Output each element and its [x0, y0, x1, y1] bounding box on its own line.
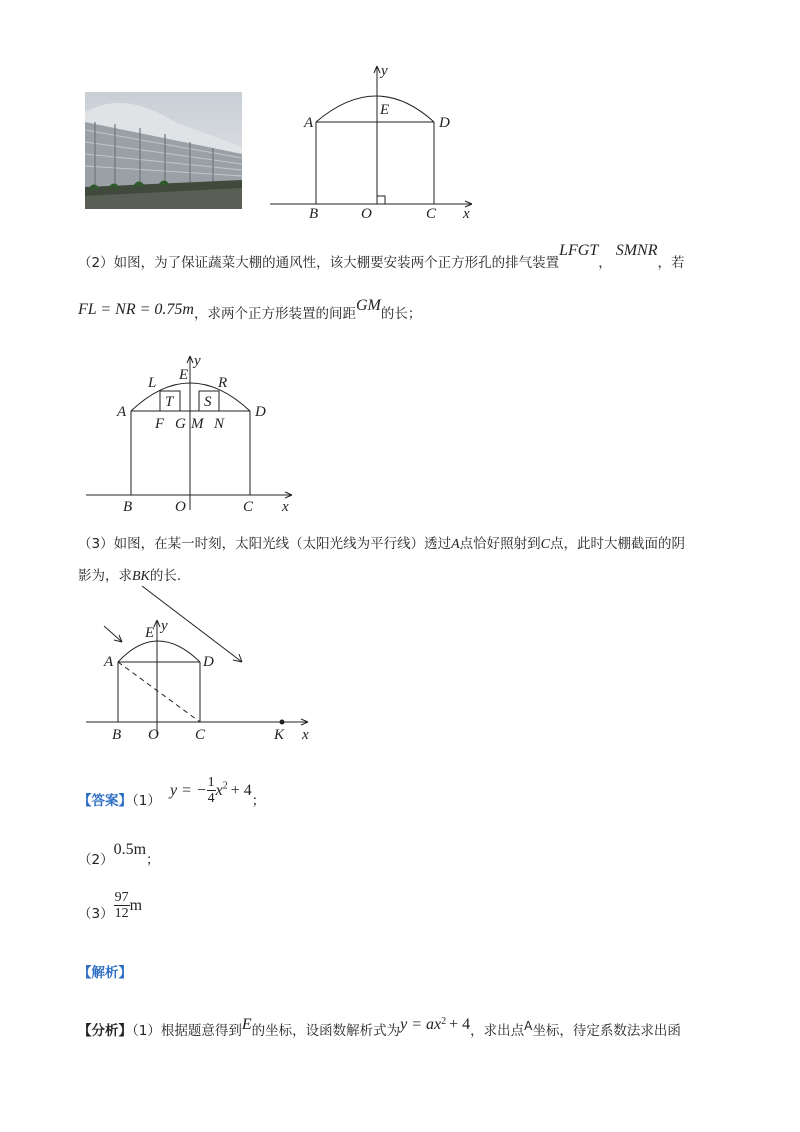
answer1-x: x	[215, 782, 223, 799]
part2-end: 的长；	[380, 306, 422, 322]
answer1-constant: + 4	[230, 782, 252, 799]
analysis-t4: 坐标，待定系数法求出函	[532, 1023, 681, 1039]
figure-2	[82, 350, 298, 518]
label-B: B	[309, 206, 319, 222]
answer-line1	[78, 775, 266, 809]
answer3-denominator: 12	[114, 906, 129, 921]
analysis-formula-exponent: 2	[441, 1015, 447, 1027]
part3-line1c: 点，此时大棚截面的阴	[550, 536, 685, 552]
segment-BK: BK	[132, 569, 150, 584]
label-E: E	[179, 367, 189, 383]
answer-line3	[78, 890, 142, 921]
answer-part1-label: （1）	[132, 793, 161, 809]
analysis-point-E: E	[241, 1016, 252, 1033]
parabola-arc	[316, 96, 434, 122]
answer3-fraction	[114, 890, 130, 921]
label-O: O	[148, 727, 159, 743]
answer1-numerator: 1	[207, 775, 215, 790]
answer1-denominator: 4	[207, 791, 215, 806]
segment-GM: GM	[355, 297, 381, 314]
label-G: G	[175, 416, 186, 432]
answer-label: 【答案】	[78, 793, 132, 809]
part2-prefix: （2）如图，为了保证蔬菜大棚的通风性，该大棚要安装两个正方形孔的排气装置	[78, 255, 560, 271]
label-y: y	[194, 353, 201, 369]
answer1-exponent: 2	[222, 780, 228, 792]
label-A: A	[117, 404, 127, 420]
label-D: D	[255, 404, 266, 420]
part2-comma: ，	[598, 255, 612, 271]
analysis-line1	[78, 1015, 681, 1040]
part2-line1	[78, 242, 685, 272]
label-F: F	[155, 416, 165, 432]
label-E: E	[145, 625, 155, 641]
analysis-formula: y = ax	[400, 1016, 442, 1033]
part2-line2	[78, 297, 422, 323]
label-N: N	[214, 416, 225, 432]
label-K: K	[274, 727, 285, 743]
part3-line1	[78, 532, 685, 553]
label-y: y	[381, 63, 388, 79]
label-O: O	[361, 206, 372, 222]
analysis-t3: ，求出点	[470, 1023, 525, 1039]
part2-ruo: ，若	[657, 255, 685, 271]
label-E: E	[380, 102, 390, 118]
label-x: x	[463, 206, 470, 222]
analysis-label: 【解析】	[78, 965, 132, 981]
analysis-formula-constant: + 4	[449, 1016, 471, 1033]
figure-1	[260, 58, 480, 226]
point-A: A	[451, 537, 460, 552]
answer1-lhs: y = −	[169, 782, 207, 799]
label-A: A	[304, 115, 314, 131]
label-D: D	[439, 115, 450, 131]
part3-line1b: 点恰好照射到	[459, 536, 541, 552]
answer-part2-label: （2）	[78, 852, 114, 868]
equation-FL-NR: FL = NR = 0.75m	[78, 301, 194, 318]
answer1-fraction	[207, 775, 216, 806]
analysis-t2: 的坐标，设函数解析式为	[251, 1023, 401, 1039]
label-y: y	[161, 618, 168, 634]
point-K-dot	[280, 720, 285, 725]
label-A: A	[104, 654, 114, 670]
part3-line2b: 的长.	[149, 568, 182, 584]
label-B: B	[112, 727, 122, 743]
answer-part3-label: （3）	[78, 906, 114, 922]
label-x: x	[282, 499, 289, 515]
answer2-value: 0.5m	[113, 841, 147, 858]
label-C: C	[426, 206, 437, 222]
label-D: D	[203, 654, 214, 670]
sun-ray-1	[104, 626, 122, 642]
label-O: O	[175, 499, 186, 515]
device-LFGT: LFGT	[559, 242, 599, 259]
label-B: B	[123, 499, 133, 515]
answer3-unit: m	[129, 897, 143, 914]
answer2-semicolon: ；	[146, 852, 160, 868]
label-x: x	[302, 727, 309, 743]
analysis-t1: （1）根据题意得到	[132, 1023, 242, 1039]
analysis-fenxi-label: 【分析】	[78, 1023, 132, 1039]
label-L: L	[148, 375, 157, 391]
parabola-arc	[118, 641, 200, 662]
part2-mid: ，求两个正方形装置的间距	[193, 306, 356, 322]
greenhouse-photo-graphic	[85, 92, 242, 209]
label-S: S	[204, 394, 212, 410]
answer-line2	[78, 838, 160, 868]
label-R: R	[218, 375, 228, 391]
answer1-semicolon: ；	[251, 793, 266, 809]
segment-AC-dashed	[118, 662, 200, 722]
label-C: C	[195, 727, 206, 743]
point-C: C	[540, 537, 550, 552]
figure-3	[82, 582, 322, 748]
label-C: C	[243, 499, 254, 515]
right-angle-mark	[377, 196, 385, 204]
device-SMNR: SMNR	[615, 242, 658, 259]
label-M: M	[191, 416, 204, 432]
part3-line1a: （3）如图，在某一时刻，太阳光线（太阳光线为平行线）透过	[78, 536, 452, 552]
part3-line2a: 影为，求	[78, 568, 132, 584]
answer3-numerator: 97	[114, 890, 129, 905]
label-T: T	[165, 394, 174, 410]
analysis-point-A: A	[524, 1019, 533, 1033]
greenhouse-photo	[85, 92, 242, 209]
